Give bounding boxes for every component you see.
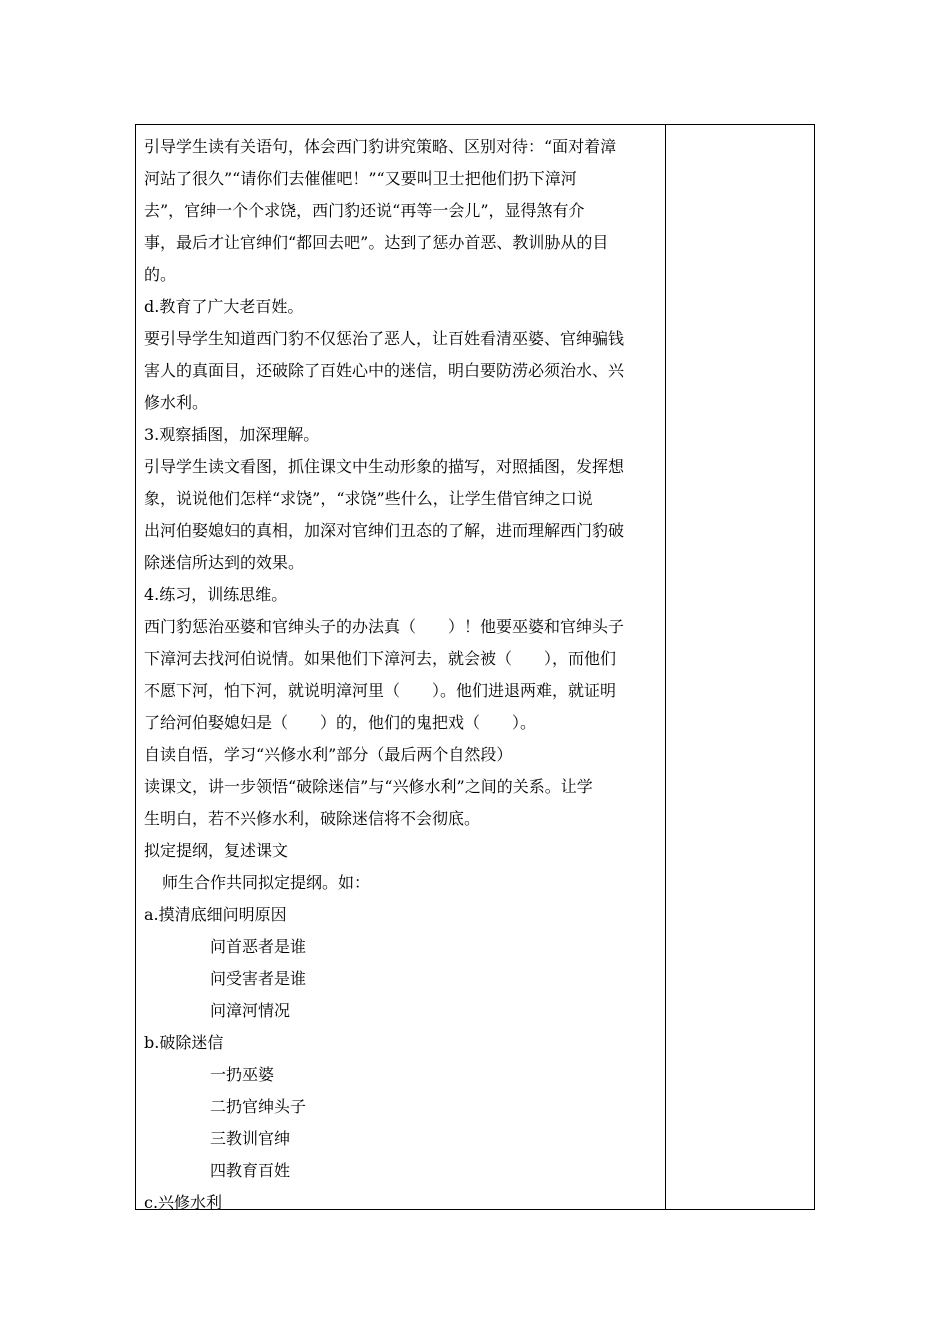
outline-item: 三教训官绅 [210, 1129, 291, 1148]
lesson-content-cell [144, 131, 660, 1219]
text-line: 生明白，若不兴修水利，破除迷信将不会彻底。 [144, 809, 481, 828]
section-heading: 自读自悟，学习“兴修水利”部分（最后两个自然段） [144, 745, 513, 764]
lesson-table [135, 124, 815, 1210]
exercise-line: 不愿下河，怕下河，就说明漳河里（ ）。他们进退两难，就证明 [144, 681, 617, 700]
text-line: 象，说说他们怎样“求饶”，“求饶”些什么，让学生借官绅之口说 [144, 489, 593, 508]
section-heading: 3.观察插图，加深理解。 [144, 425, 320, 444]
outline-item: 问受害者是谁 [210, 969, 307, 988]
text-line: 事，最后才让官绅们“都回去吧”。达到了惩办首恶、教训胁从的目 [144, 233, 609, 252]
section-heading: 4.练习，训练思维。 [144, 585, 288, 604]
notes-cell [667, 125, 814, 1209]
column-divider [665, 125, 666, 1209]
text-line: 的。 [144, 265, 177, 284]
outline-heading: a.摸清底细问明原因 [144, 905, 287, 924]
text-line: 引导学生读文看图，抓住课文中生动形象的描写，对照插图，发挥想 [144, 457, 625, 476]
outline-heading: c.兴修水利 [144, 1193, 223, 1212]
outline-item: 问首恶者是谁 [210, 937, 307, 956]
text-line: 要引导学生知道西门豹不仅惩治了恶人，让百姓看清巫婆、官绅骗钱 [144, 329, 625, 348]
text-line: 害人的真面目，还破除了百姓心中的迷信，明白要防涝必须治水、兴 [144, 361, 625, 380]
text-line: 修水利。 [144, 393, 209, 412]
text-line: 师生合作共同拟定提纲。如： [162, 873, 371, 892]
outline-heading: b.破除迷信 [144, 1033, 224, 1052]
text-line: 去”，官绅一个个求饶，西门豹还说“再等一会儿”，显得煞有介 [144, 201, 585, 220]
exercise-line: 西门豹惩治巫婆和官绅头子的办法真（ ）！他要巫婆和官绅头子 [144, 617, 625, 636]
outline-item: 一扔巫婆 [210, 1065, 275, 1084]
exercise-line: 下漳河去找河伯说情。如果他们下漳河去，就会被（ ），而他们 [144, 649, 617, 668]
text-line: 除迷信所达到的效果。 [144, 553, 305, 572]
text-line: 出河伯娶媳妇的真相，加深对官绅们丑态的了解，进而理解西门豹破 [144, 521, 625, 540]
section-heading: d.教育了广大老百姓。 [144, 297, 304, 316]
text-line: 读课文，讲一步领悟“破除迷信”与“兴修水利”之间的关系。让学 [144, 777, 593, 796]
exercise-line: 了给河伯娶媳妇是（ ）的，他们的鬼把戏（ ）。 [144, 713, 537, 732]
text-line: 河站了很久”“请你们去催催吧！”“又要叫卫士把他们扔下漳河 [144, 169, 577, 188]
section-heading: 拟定提纲，复述课文 [144, 841, 289, 860]
outline-item: 问漳河情况 [210, 1001, 291, 1020]
text-line: 引导学生读有关语句，体会西门豹讲究策略、区别对待：“面对着漳 [144, 137, 617, 156]
outline-item: 二扔官绅头子 [210, 1097, 307, 1116]
outline-item: 四教育百姓 [210, 1161, 291, 1180]
